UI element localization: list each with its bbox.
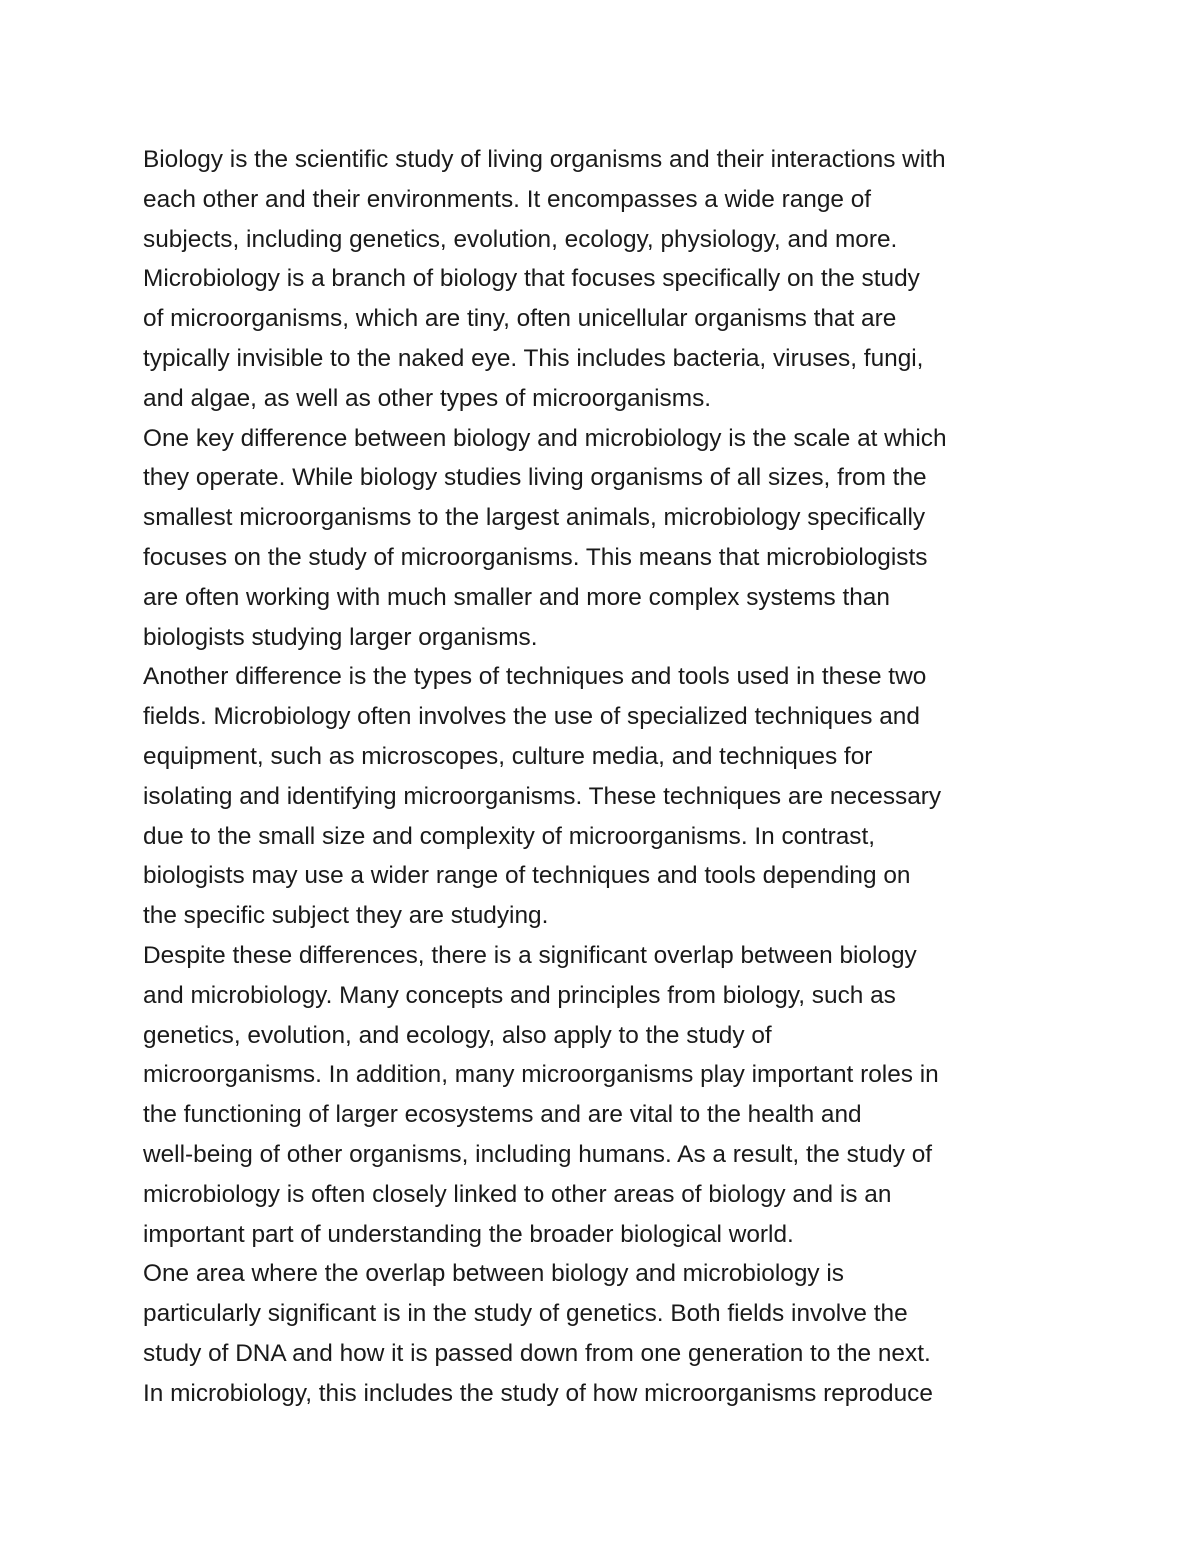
text-line: microbiology is often closely linked to other areas of biology and is an	[143, 1180, 892, 1208]
text-line: study of DNA and how it is passed down from one generation to the next.	[143, 1339, 931, 1367]
text-line: important part of understanding the broader biological world.	[143, 1220, 794, 1248]
text-line: equipment, such as microscopes, culture media, and techniques for	[143, 742, 873, 770]
text-line: One area where the overlap between biology and microbiology is	[143, 1260, 844, 1288]
text-line: typically invisible to the naked eye. This includes bacteria, viruses, fungi,	[143, 344, 924, 372]
text-line: focuses on the study of microorganisms. This means that microbiologists	[143, 543, 928, 571]
text-line: biologists studying larger organisms.	[143, 623, 538, 651]
text-line: Biology is the scientific study of living organisms and their interactions with	[143, 146, 946, 173]
text-line: smallest microorganisms to the largest animals, microbiology specifically	[143, 504, 926, 532]
text-line: Microbiology is a branch of biology that focuses specifically on the study	[143, 265, 920, 293]
text-line: are often working with much smaller and more complex systems than	[143, 583, 890, 611]
text-line: In microbiology, this includes the study of how microorganisms reproduce	[143, 1379, 933, 1407]
text-line: Despite these differences, there is a significant overlap between biology	[143, 941, 917, 969]
text-line: microorganisms. In addition, many microorganisms play important roles in	[143, 1061, 939, 1089]
text-line: the functioning of larger ecosystems and are vital to the health and	[143, 1101, 862, 1129]
text-line: well-being of other organisms, including humans. As a result, the study of	[143, 1140, 933, 1168]
text-line: genetics, evolution, and ecology, also apply to the study of	[143, 1021, 772, 1049]
text-line: of microorganisms, which are tiny, often unicellular organisms that are	[143, 305, 897, 333]
text-line: biologists may use a wider range of techniques and tools depending on	[143, 862, 911, 890]
text-line: they operate. While biology studies living organisms of all sizes, from the	[143, 464, 927, 492]
text-line: Another difference is the types of techniques and tools used in these two	[143, 663, 927, 691]
text-line: the specific subject they are studying.	[143, 902, 549, 930]
document-body-text	[143, 140, 1083, 1414]
text-line: and algae, as well as other types of microorganisms.	[143, 384, 712, 412]
text-line: due to the small size and complexity of microorganisms. In contrast,	[143, 822, 876, 850]
text-line: and microbiology. Many concepts and principles from biology, such as	[143, 981, 896, 1009]
text-line: each other and their environments. It encompasses a wide range of	[143, 185, 872, 213]
text-line: isolating and identifying microorganisms. These techniques are necessary	[143, 782, 942, 810]
text-line: particularly significant is in the study of genetics. Both fields involve the	[143, 1300, 908, 1328]
text-line: One key difference between biology and microbiology is the scale at which	[143, 424, 947, 452]
text-line: fields. Microbiology often involves the use of specialized techniques and	[143, 703, 920, 731]
text-line: subjects, including genetics, evolution, ecology, physiology, and more.	[143, 225, 898, 253]
